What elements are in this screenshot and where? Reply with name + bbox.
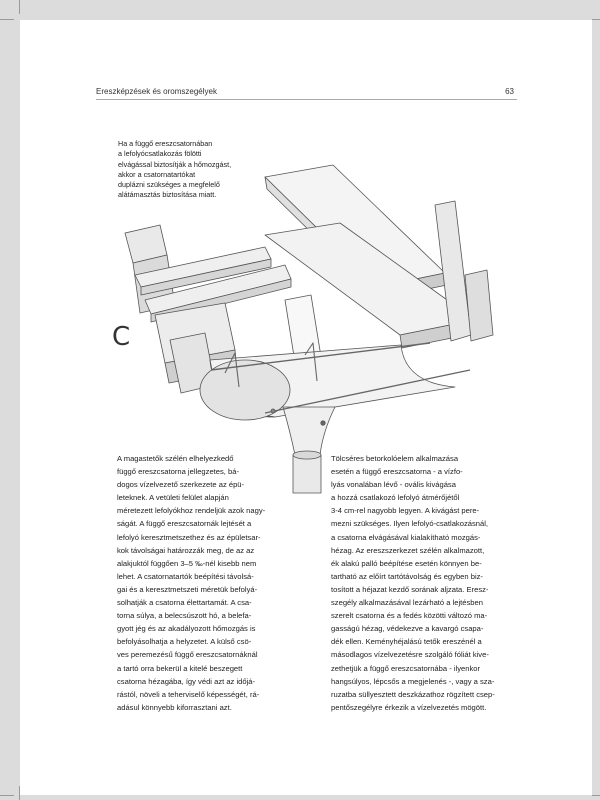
text-line: mezni szükséges. Ilyen lefolyó-csatlakozásnál, xyxy=(331,519,489,529)
text-line: kok távolságai határozzák meg, de az az xyxy=(117,545,255,555)
text-line: 3-4 cm-rel nagyobb legyen. A kivágást pere- xyxy=(331,506,480,516)
gutter-illustration xyxy=(115,155,515,500)
caption-line: duplázni szükséges a megfelelő xyxy=(118,180,220,190)
text-line: solhatják a csatorna élettartamát. A csa- xyxy=(117,598,252,608)
text-line: dogos vízelvezető szerkezete az épü- xyxy=(117,480,245,490)
text-line: ék alakú palló beépítése esetén könnyen be- xyxy=(331,558,482,568)
text-line: másodlagos vízelvezetésre szolgáló fóliát kive- xyxy=(331,650,489,660)
body-column-left xyxy=(117,452,303,714)
text-line: lyás vonalában lévő - ovális kivágása xyxy=(331,480,456,490)
text-line: függő ereszcsatorna jellegzetes, bá- xyxy=(117,467,239,477)
header-rule xyxy=(96,99,517,100)
text-line: a csatorna elvágásával kialakítható mozgás- xyxy=(331,532,481,542)
text-line: Tölcséres betorkolóelem alkalmazása xyxy=(331,454,459,463)
text-line: A magastetők szélén elhelyezkedő xyxy=(117,454,234,463)
text-line: adásul könnyebb kiforrasztani azt. xyxy=(117,702,232,712)
caption-line: elvágással biztosítják a hőmozgást, xyxy=(118,159,232,169)
text-line: a hozzá csatlakozó lefolyó átmérőjétől xyxy=(331,493,460,503)
text-line: befolyásolhatja a helyzetet. A külső csö- xyxy=(117,637,252,647)
text-line: dék ellen. Keményhéjalású tetők ereszénél a xyxy=(331,637,482,647)
text-line: szegély alkalmazásával lezárható a lejtésben xyxy=(331,598,483,608)
text-line: lefolyó keresztmetszethez és az épületsar- xyxy=(117,532,261,542)
text-line: tartható az előírt tartótávolság és egyben biz- xyxy=(331,571,483,581)
caption-line: alátámasztás biztosítása miatt. xyxy=(118,190,217,200)
text-line: ságát. A függő ereszcsatornák lejtését a xyxy=(117,519,252,529)
text-line: szerelt csatorna és a fedés közötti változó ma- xyxy=(331,611,488,621)
caption-line: a lefolyócsatlakozás fölötti xyxy=(118,149,202,159)
text-line: leteknek. A vetületi felület alapján xyxy=(117,493,229,503)
text-line: hangsúlyos, lépcsős a megjelenés -, vagy a sza- xyxy=(331,676,495,686)
text-line: tosított a héjazat kezdő sorának aljzata. Eresz- xyxy=(331,584,489,594)
crop-mark xyxy=(0,19,14,20)
text-line: pentőszegélyre érkezik a vízelvezetés mögött. xyxy=(331,702,487,712)
text-line: csatorna hézagába, így védi azt az időjá- xyxy=(117,676,256,686)
crop-mark xyxy=(19,0,20,14)
text-line: zethetjük a függő ereszcsatornába - ilyenkor xyxy=(331,663,481,673)
text-line: gai és a keresztmetszeti méretük befolyá- xyxy=(117,584,258,594)
text-line: méretezett lefolyókhoz rendeljük azok nagy- xyxy=(117,506,266,516)
text-line: lehet. A csatornatartók beépítési távolsá- xyxy=(117,571,254,581)
running-header xyxy=(96,87,514,96)
text-line: a tartó orra bekerül a kitelé beszegett xyxy=(117,663,243,673)
text-line: ves peremezésű függő ereszcsatornáknál xyxy=(117,650,258,660)
text-line: alakjuktól függően 3–5 ‰-nél kisebb nem xyxy=(117,558,257,568)
page-number: 63 xyxy=(505,87,514,96)
crop-mark xyxy=(592,19,600,20)
section-title: Ereszképzések és oromszegélyek xyxy=(96,87,217,96)
body-column-right xyxy=(331,452,517,714)
caption-line: akkor a csatornatartókat xyxy=(118,169,196,179)
crop-mark xyxy=(592,795,600,796)
text-line: hézag. Az ereszszerkezet szélén alkalmazott, xyxy=(331,545,485,555)
text-line: rástól, növeli a teherviselő képességét, rá- xyxy=(117,689,260,699)
crop-mark xyxy=(19,786,20,800)
crop-mark xyxy=(0,795,14,796)
text-line: gyott jég és az akadályozott hőmozgás is xyxy=(117,624,256,634)
text-line: gasságú hézag, védekezve a kavargó csapa- xyxy=(331,624,484,634)
text-line: ruzatba süllyesztett deszkázathoz rögzített csep- xyxy=(331,689,495,699)
figure-letter: C xyxy=(112,322,131,352)
caption-line: Ha a függő ereszcsatornában xyxy=(118,139,213,148)
text-line: esetén a függő ereszcsatorna - a vízfo- xyxy=(331,467,463,477)
text-line: torna súlya, a belecsúszott hó, a belefa- xyxy=(117,611,252,621)
